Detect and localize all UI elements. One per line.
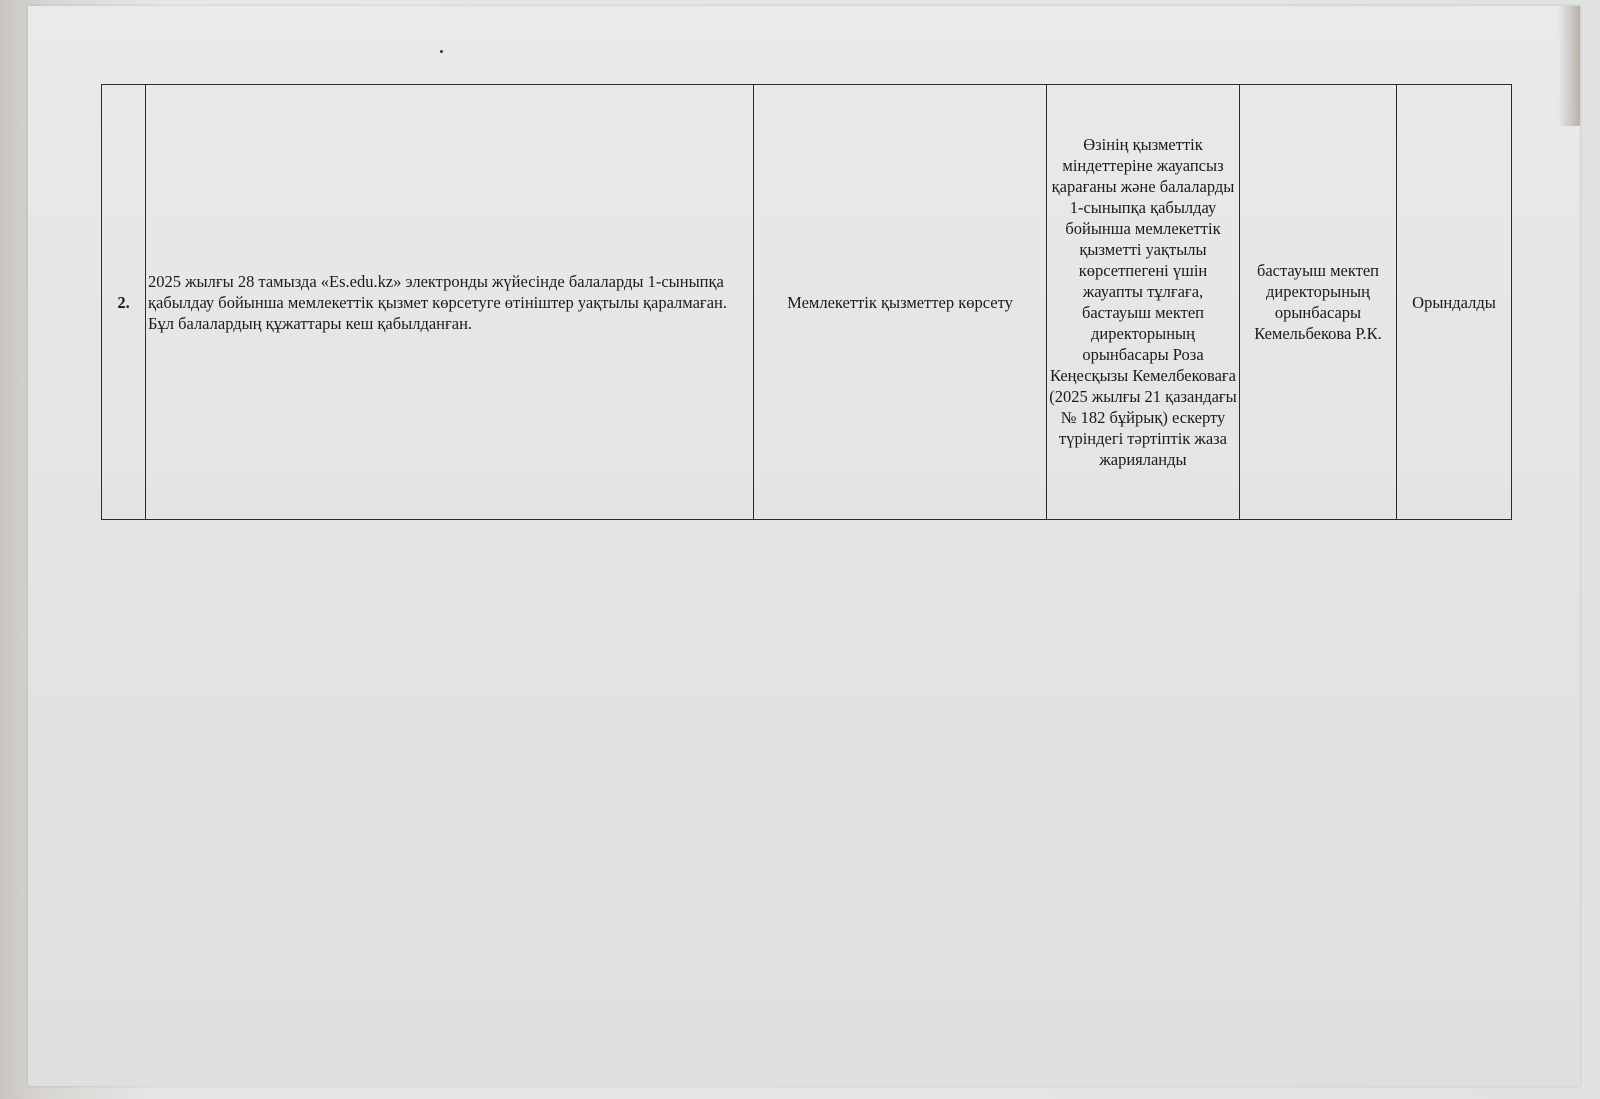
ink-dot [440, 50, 443, 53]
status-cell: Орындалды [1397, 85, 1512, 520]
measures-taken-cell: Өзінің қызметтік міндеттеріне жауапсыз қарағаны және балаларды 1-сыныпқа қабылдау бойынша мемлекеттік қызметті уақтылы көрсетпегені үшін жауапты тұлғаға, бастауыш мектеп директорының орынбасары Роза Кеңесқызы Кемелбековаға (2025 жылғы 21 қазандағы № 182 бұйрық) ескерту түріндегі тәртіптік жаза жарияланды [1047, 85, 1240, 520]
responsible-person-cell: бастауыш мектеп директорының орынбасары Кемельбекова Р.К. [1240, 85, 1397, 520]
table-row [102, 85, 1512, 520]
area-cell: Мемлекеттік қызметтер көрсету [754, 85, 1047, 520]
row-number-cell: 2. [102, 85, 146, 520]
violation-description-cell: 2025 жылғы 28 тамызда «Es.edu.kz» электронды жүйесінде балаларды 1-сыныпқа қабылдау бойынша мемлекеттік қызмет көрсетуге өтініштер уақтылы қаралмаған. Бұл балалардың құжаттары кеш қабылданған. [146, 85, 754, 520]
sheet-edge-shadow [1558, 6, 1580, 126]
report-table [101, 84, 1512, 520]
